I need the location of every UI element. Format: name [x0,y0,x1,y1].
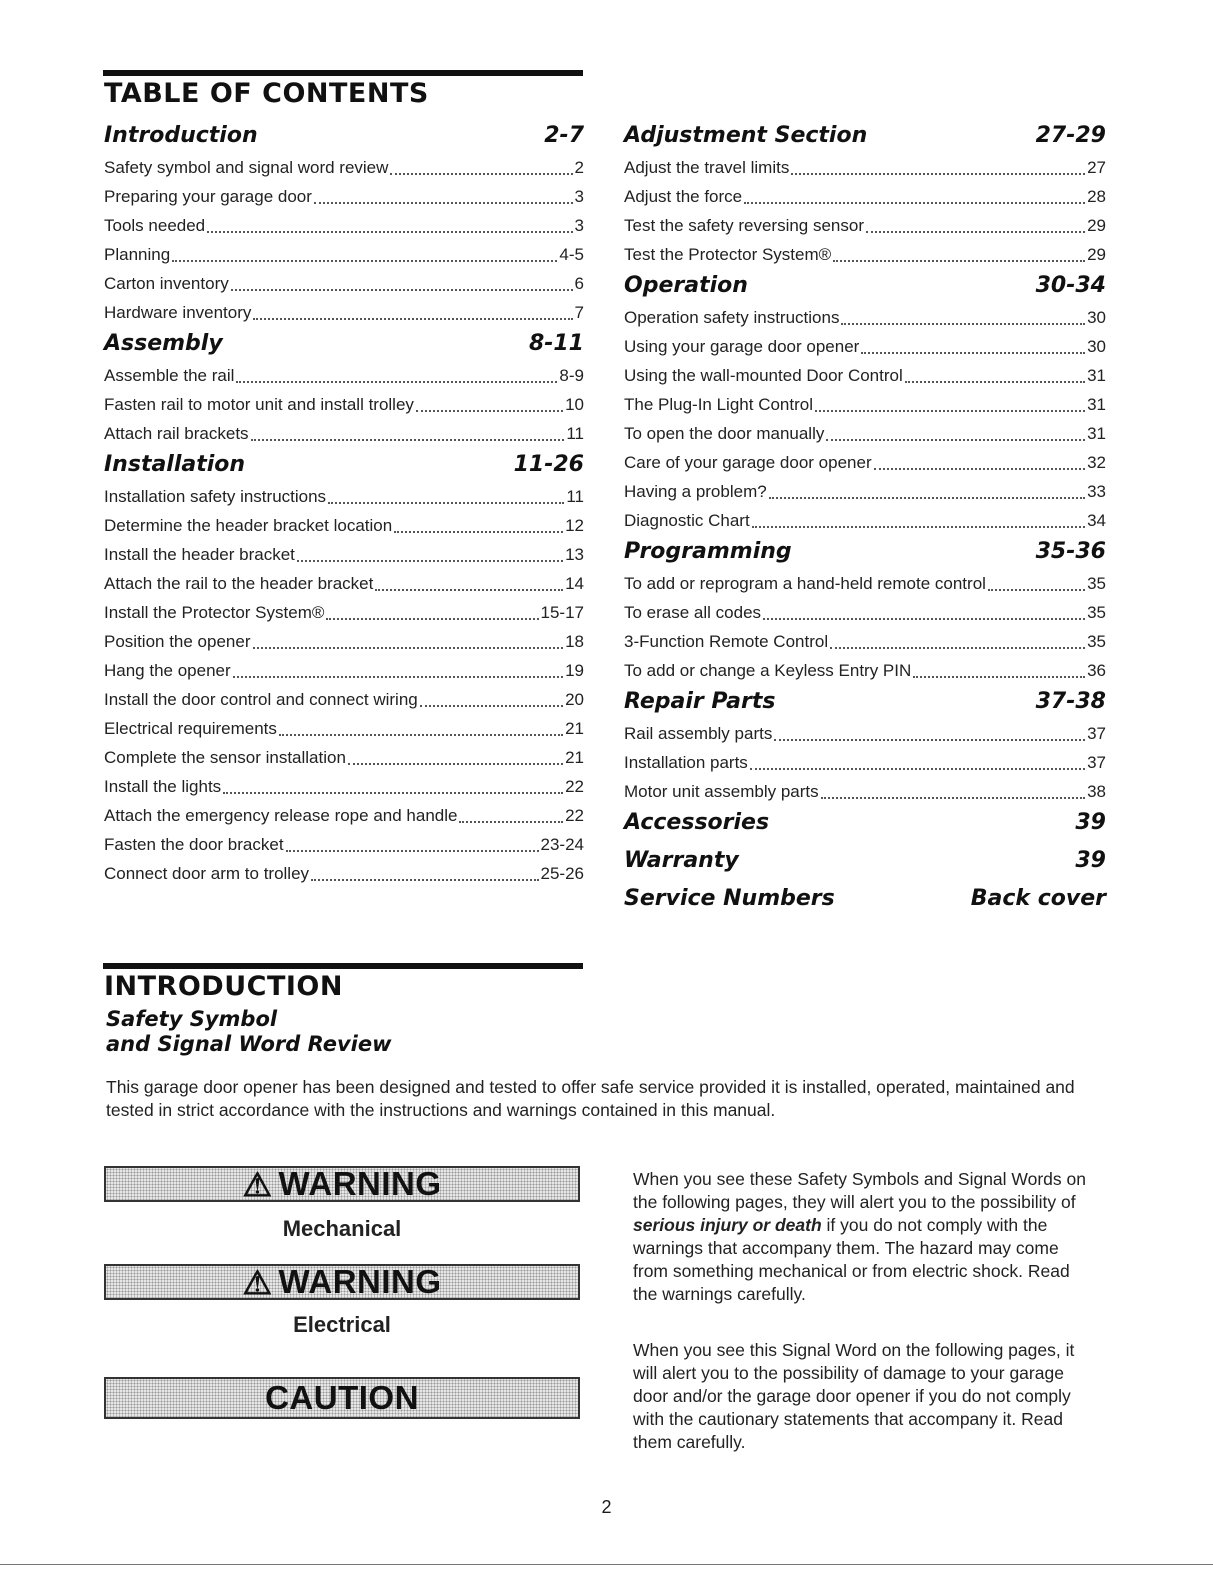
toc-entry [104,830,584,859]
toc-section-title: Repair Parts [624,689,776,714]
toc-section-pages: 27-29 [1035,123,1106,148]
toc-entry-text: Test the safety reversing sensor [624,216,865,235]
warning-explanation-end: if you do not comply with the warnings that accompany them. The hazard may come from something mechanical or from electric shock. Read the warnings carefully. [633,1215,1070,1304]
toc-entry-text: Preparing your garage door [104,187,312,206]
toc-entry-page: 29 [1087,216,1106,235]
toc-entry-page: 21 [565,719,584,738]
toc-section-pages: 11-26 [513,452,584,477]
toc-entry-page: 15-17 [540,603,584,622]
toc-entry-text: Fasten rail to motor unit and install trolley [104,395,414,414]
toc-leader-dots [913,676,1085,678]
toc-entry [624,182,1106,211]
toc-left-column [104,119,584,888]
toc-leader-dots [297,560,563,562]
toc-entry-text: To add or change a Keyless Entry PIN [624,661,912,680]
toc-entry-page: 12 [565,516,584,535]
toc-entry-text: Install the header bracket [104,545,295,564]
bottom-border [0,1564,1213,1565]
toc-entry [624,303,1106,332]
toc-section-title: Accessories [624,810,770,835]
toc-leader-dots [752,526,1085,528]
toc-entry [624,569,1106,598]
toc-leader-dots [236,381,557,383]
toc-entry-page: 37 [1087,753,1106,772]
toc-entry [624,361,1106,390]
toc-entry [624,627,1106,656]
toc-entry-text: Carton inventory [104,274,229,293]
intro-top-rule [103,963,583,969]
toc-entry-page: 3 [574,187,584,206]
toc-entry-page: 18 [565,632,584,651]
toc-entry-text: Fasten the door bracket [104,835,284,854]
warning-triangle-icon: ⚠ [242,1165,273,1203]
toc-entry-text: Electrical requirements [104,719,277,738]
toc-section-pages: 37-38 [1035,689,1106,714]
toc-entry-page: 33 [1087,482,1106,501]
toc-leader-dots [348,763,563,765]
toc-entry [624,240,1106,269]
toc-entry-page: 25-26 [540,864,584,883]
toc-section-pages: Back cover [970,886,1106,911]
toc-entry-text: Rail assembly parts [624,724,773,743]
toc-entry [104,211,584,240]
toc-section-heading [624,269,1106,303]
toc-section-heading [624,882,1106,920]
toc-entry-text: Position the opener [104,632,251,651]
toc-entry [104,598,584,627]
warning-explanation-start: When you see these Safety Symbols and Signal Words on the following pages, they will alert you to the possibility of [633,1169,1086,1212]
toc-leader-dots [314,202,573,204]
toc-entry-text: 3-Function Remote Control [624,632,829,651]
toc-entry-page: 27 [1087,158,1106,177]
toc-section-heading [624,844,1106,882]
toc-entry [104,361,584,390]
toc-entry-text: Installation parts [624,753,748,772]
toc-entry [624,211,1106,240]
toc-leader-dots [769,497,1085,499]
toc-entry [104,656,584,685]
toc-entry-text: Motor unit assembly parts [624,782,819,801]
intro-subheading-line2: and Signal Word Review [106,1032,392,1056]
toc-entry [624,477,1106,506]
toc-leader-dots [223,792,563,794]
warning-electrical-word: WARNING [278,1263,442,1300]
electrical-warning-triangle-icon: ⚠ [242,1263,273,1301]
toc-entry-page: 28 [1087,187,1106,206]
toc-leader-dots [833,260,1085,262]
intro-heading: INTRODUCTION [104,971,343,1002]
toc-entry-text: Test the Protector System® [624,245,832,264]
toc-entry [624,419,1106,448]
warning-mechanical-box [104,1166,580,1202]
toc-entry-page: 22 [565,777,584,796]
toc-leader-dots [744,202,1085,204]
toc-entry-text: Planning [104,245,171,264]
toc-leader-dots [791,173,1085,175]
toc-leader-dots [375,589,563,591]
toc-section-title: Service Numbers [624,886,835,911]
toc-entry [624,390,1106,419]
toc-entry-page: 4-5 [559,245,584,264]
toc-entry-page: 31 [1087,424,1106,443]
toc-entry [104,743,584,772]
toc-heading: TABLE OF CONTENTS [104,78,429,109]
toc-entry-text: Diagnostic Chart [624,511,750,530]
toc-section-title: Assembly [104,331,223,356]
toc-entry-page: 10 [565,395,584,414]
toc-entry-page: 34 [1087,511,1106,530]
toc-entry-page: 11 [566,487,584,506]
toc-entry [104,627,584,656]
toc-entry-text: Attach the emergency release rope and handle [104,806,458,825]
toc-entry [104,801,584,830]
warning-electrical-box [104,1264,580,1300]
toc-section-heading [624,535,1106,569]
toc-leader-dots [390,173,572,175]
toc-entry [104,298,584,327]
intro-subheading-line1: Safety Symbol [106,1007,278,1031]
toc-entry-text: Hang the opener [104,661,231,680]
toc-entry [104,772,584,801]
toc-section-heading [624,685,1106,719]
toc-section-title: Operation [624,273,748,298]
toc-entry-page: 7 [574,303,584,322]
toc-entry [624,777,1106,806]
toc-entry-page: 2 [574,158,584,177]
toc-section-pages: 8-11 [528,331,584,356]
toc-entry [624,332,1106,361]
toc-leader-dots [231,289,573,291]
toc-entry-text: Attach rail brackets [104,424,249,443]
toc-leader-dots [394,531,563,533]
toc-entry-text: Installation safety instructions [104,487,327,506]
toc-entry [104,240,584,269]
toc-right-column [624,119,1106,920]
toc-leader-dots [861,352,1085,354]
toc-entry-text: Care of your garage door opener [624,453,872,472]
toc-leader-dots [172,260,557,262]
toc-entry [104,511,584,540]
toc-entry-page: 29 [1087,245,1106,264]
warning-explanation [633,1168,1095,1306]
page-number: 2 [601,1497,612,1517]
toc-entry [104,269,584,298]
toc-entry-text: Connect door arm to trolley [104,864,310,883]
toc-entry-page: 38 [1087,782,1106,801]
toc-entry-page: 35 [1087,632,1106,651]
toc-entry-text: Using the wall-mounted Door Control [624,366,903,385]
warning-electrical-label: Electrical [293,1312,391,1337]
toc-leader-dots [233,676,563,678]
toc-entry-text: Install the Protector System® [104,603,325,622]
toc-entry-page: 8-9 [559,366,584,385]
toc-leader-dots [416,410,563,412]
toc-leader-dots [874,468,1085,470]
warning-mechanical-label: Mechanical [282,1216,402,1241]
toc-section-heading [104,119,584,153]
toc-entry-text: Operation safety instructions [624,308,840,327]
toc-entry [104,540,584,569]
toc-entry-text: Assemble the rail [104,366,235,385]
toc-entry [624,656,1106,685]
toc-section-title: Introduction [104,123,258,148]
toc-leader-dots [821,797,1085,799]
toc-entry-page: 22 [565,806,584,825]
toc-entry-page: 11 [566,424,584,443]
toc-entry-page: 21 [565,748,584,767]
toc-section-heading [104,327,584,361]
toc-section-pages: 39 [1075,810,1106,835]
toc-entry-text: Complete the sensor installation [104,748,346,767]
toc-entry-page: 13 [565,545,584,564]
toc-entry [104,419,584,448]
toc-entry-page: 32 [1087,453,1106,472]
caution-explanation: When you see this Signal Word on the following pages, it will alert you to the possibility of damage to your garage door and/or the garage door opener if you do not comply with the cautionary statements that accompany it. Read them carefully. [633,1340,1075,1452]
toc-entry-page: 19 [565,661,584,680]
toc-entry [624,719,1106,748]
toc-entry [624,153,1106,182]
toc-leader-dots [763,618,1085,620]
toc-entry [104,859,584,888]
toc-entry [104,569,584,598]
toc-leader-dots [826,439,1085,441]
toc-entry-text: Determine the header bracket location [104,516,393,535]
toc-entry-text: Tools needed [104,216,206,235]
toc-entry-text: Install the lights [104,777,222,796]
toc-entry-page: 30 [1087,308,1106,327]
toc-entry-page: 35 [1087,603,1106,622]
toc-entry [624,506,1106,535]
toc-section-heading [624,119,1106,153]
toc-entry-page: 23-24 [540,835,584,854]
toc-entry-text: Safety symbol and signal word review [104,158,389,177]
warning-mechanical-word: WARNING [278,1165,442,1202]
intro-paragraph: This garage door opener has been designed and tested to offer safe service provided it is installed, operated, maintained and tested in strict accordance with the instructions and warnings contained in this manual. [106,1077,1075,1120]
toc-entry-text: Adjust the travel limits [624,158,790,177]
toc-section-heading [104,448,584,482]
toc-section-pages: 30-34 [1035,273,1106,298]
toc-section-heading [624,806,1106,844]
toc-leader-dots [459,821,563,823]
toc-leader-dots [251,439,565,441]
toc-leader-dots [815,410,1085,412]
intro-subheading [106,1007,392,1057]
toc-leader-dots [253,318,572,320]
toc-entry-page: 31 [1087,366,1106,385]
toc-section-title: Warranty [624,848,739,873]
toc-top-rule [103,70,583,76]
toc-entry [104,714,584,743]
toc-leader-dots [207,231,572,233]
toc-entry [104,153,584,182]
warning-explanation-emphasis: serious injury or death [633,1215,822,1235]
toc-entry-page: 20 [565,690,584,709]
toc-entry-text: The Plug-In Light Control [624,395,813,414]
toc-entry-text: To add or reprogram a hand-held remote control [624,574,986,593]
toc-section-pages: 2-7 [544,123,584,148]
toc-entry-page: 6 [574,274,584,293]
toc-entry-text: To open the door manually [624,424,825,443]
toc-entry-text: Install the door control and connect wiring [104,690,418,709]
toc-entry-page: 14 [565,574,584,593]
toc-entry-page: 37 [1087,724,1106,743]
toc-entry-text: Using your garage door opener [624,337,860,356]
toc-section-pages: 39 [1075,848,1106,873]
toc-entry [104,182,584,211]
toc-leader-dots [326,618,538,620]
toc-leader-dots [286,850,539,852]
caution-word: CAUTION [265,1379,419,1416]
toc-section-title: Programming [624,539,792,564]
toc-entry-text: Adjust the force [624,187,743,206]
toc-leader-dots [750,768,1085,770]
toc-entry-page: 31 [1087,395,1106,414]
toc-leader-dots [253,647,564,649]
toc-entry-page: 30 [1087,337,1106,356]
toc-leader-dots [830,647,1085,649]
toc-entry [104,482,584,511]
caution-box [104,1377,580,1419]
toc-leader-dots [311,879,538,881]
toc-entry [624,598,1106,627]
toc-leader-dots [988,589,1085,591]
toc-entry [624,748,1106,777]
toc-section-pages: 35-36 [1035,539,1106,564]
toc-entry-page: 3 [574,216,584,235]
toc-leader-dots [841,323,1085,325]
toc-entry-text: To erase all codes [624,603,762,622]
toc-entry [624,448,1106,477]
toc-entry-text: Attach the rail to the header bracket [104,574,374,593]
toc-section-title: Installation [104,452,246,477]
toc-entry-page: 36 [1087,661,1106,680]
toc-entry [104,685,584,714]
toc-leader-dots [420,705,563,707]
toc-section-title: Adjustment Section [624,123,868,148]
toc-leader-dots [866,231,1085,233]
toc-leader-dots [905,381,1085,383]
toc-leader-dots [774,739,1085,741]
toc-entry-page: 35 [1087,574,1106,593]
toc-leader-dots [328,502,564,504]
toc-entry-text: Hardware inventory [104,303,252,322]
toc-leader-dots [279,734,563,736]
toc-entry [104,390,584,419]
toc-entry-text: Having a problem? [624,482,767,501]
